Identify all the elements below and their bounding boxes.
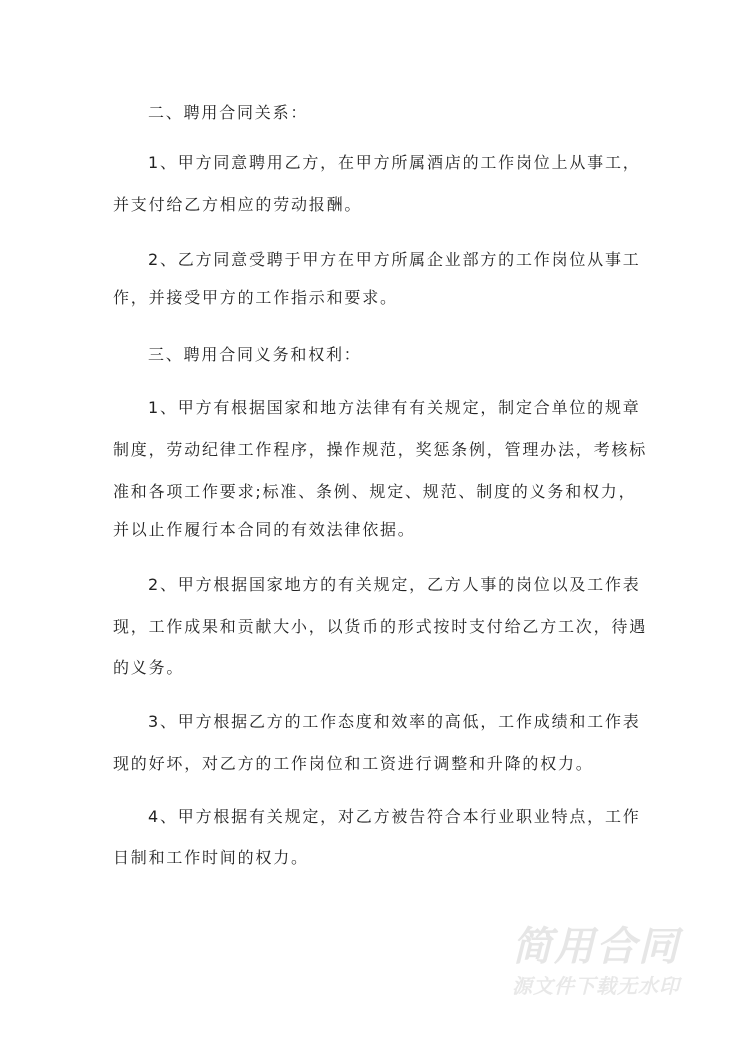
- paragraph-line: 3、甲方根据乙方的工作态度和效率的高低，工作成绩和工作表: [148, 712, 641, 731]
- paragraph-line: 准和各项工作要求;标准、条例、规定、规范、制度的义务和权力，: [113, 482, 637, 501]
- section-heading: 三、聘用合同义务和权利：: [148, 345, 362, 364]
- paragraph-line: 现的好坏，对乙方的工作岗位和工资进行调整和升降的权力。: [113, 754, 594, 773]
- paragraph-line: 的义务。: [113, 658, 185, 677]
- paragraph-line: 1、甲方有根据国家和地方法律有有关规定，制定合单位的规章: [148, 398, 641, 417]
- paragraph-line: 制度，劳动纪律工作程序，操作规范，奖惩条例，管理办法，考核标: [113, 440, 648, 459]
- watermark-subtitle: 源文件下载无水印: [512, 974, 680, 998]
- paragraph-line: 日制和工作时间的权力。: [113, 848, 309, 867]
- section-heading: 二、聘用合同关系：: [148, 103, 309, 122]
- paragraph-line: 现，工作成果和贡献大小，以货币的形式按时支付给乙方工次，待遇: [113, 617, 648, 636]
- paragraph-line: 并支付给乙方相应的劳动报酬。: [113, 195, 363, 214]
- paragraph-line: 作，并接受甲方的工作指示和要求。: [113, 288, 398, 307]
- paragraph-line: 2、甲方根据国家地方的有关规定，乙方人事的岗位以及工作表: [148, 575, 641, 594]
- paragraph-line: 并以止作履行本合同的有效法律依据。: [113, 520, 416, 539]
- paragraph-line: 4、甲方根据有关规定，对乙方被告符合本行业职业特点，工作: [148, 807, 641, 826]
- paragraph-line: 2、乙方同意受聘于甲方在甲方所属企业部方的工作岗位从事工: [148, 250, 641, 269]
- paragraph-line: 1、甲方同意聘用乙方，在甲方所属酒店的工作岗位上从事工，: [148, 153, 641, 172]
- watermark-title: 简用合同: [512, 924, 680, 970]
